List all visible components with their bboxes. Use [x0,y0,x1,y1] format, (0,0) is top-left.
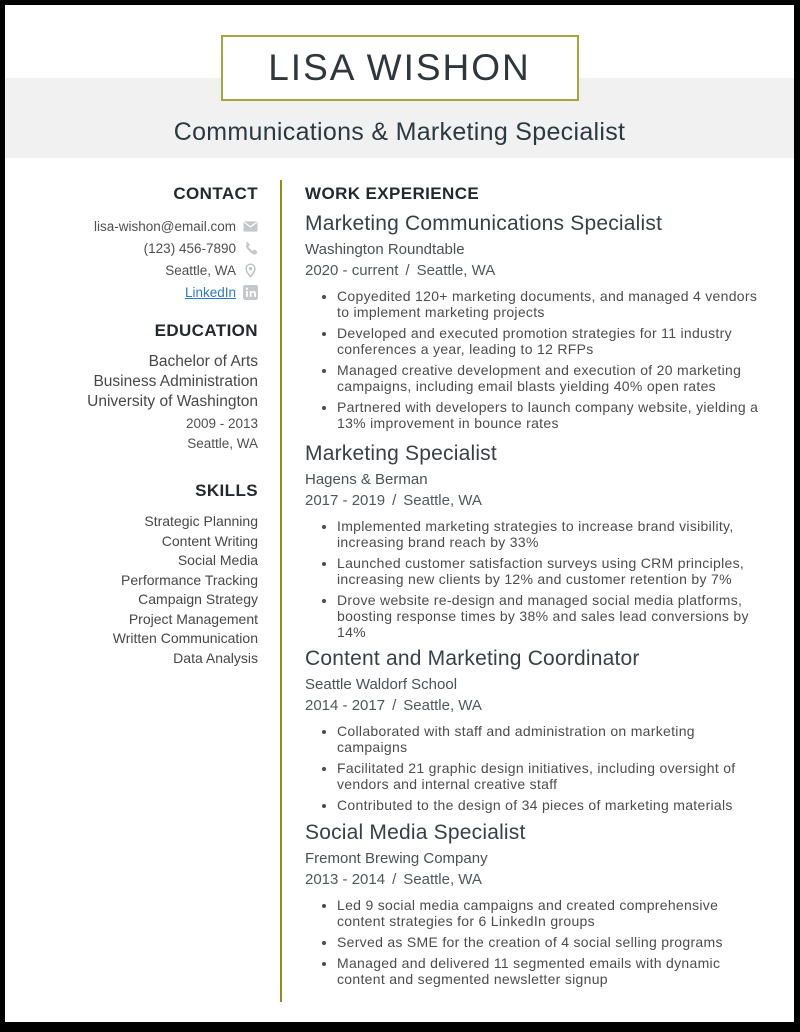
column-divider [280,180,282,1002]
skill-item: Strategic Planning [144,513,258,529]
linkedin-icon [243,285,258,300]
education-school: University of Washington [87,393,258,410]
location-pin-icon [243,263,258,278]
job-dates: 2014 - 2017 [305,697,386,714]
job-bullet-list [305,518,760,640]
contact-heading: CONTACT [173,184,258,203]
job-dates-location [305,869,760,890]
job-bullet: • Managed creative development and execution of 20 marketing campaigns, including email blasts yielding 40% open rates [337,362,760,394]
job-company: Fremont Brewing Company [305,850,488,867]
job-company: Seattle Waldorf School [305,676,458,693]
job-bullet: • Drove website re-design and managed social media platforms, boosting response times by 38% and sales lead conversions by 14% [337,592,760,640]
job-dates: 2013 - 2014 [305,871,386,888]
job-bullet: • Developed and executed promotion strategies for 11 industry conferences a year, leading to 12 RFPs [337,325,760,357]
skill-item: Content Writing [161,532,258,549]
job-dates-location [305,260,760,281]
job-bullet: • Copyedited 120+ marketing documents, and managed 4 vendors to implement marketing projects [337,288,760,320]
job-bullet: • Collaborated with staff and administration on marketing campaigns [337,723,760,755]
skills-section [5,481,258,668]
job-company: Hagens & Berman [305,471,428,488]
education-location: Seattle, WA [187,436,258,451]
contact-location-row [5,259,258,281]
job-entry [305,820,760,992]
job-entry [305,646,760,818]
skill-item: Written Communication [112,630,258,646]
phone-value: (123) 456-7890 [143,240,236,256]
job-dates-location [305,490,760,511]
job-title: Social Media Specialist [305,821,526,844]
job-location: Seattle, WA [403,871,482,888]
contact-linkedin-row [5,281,258,303]
contact-phone-row [5,237,258,259]
skills-heading: SKILLS [195,481,258,500]
job-bullet-list [305,288,760,431]
candidate-name: LISA WISHON [268,47,531,88]
job-dates-location [305,695,760,716]
education-section [5,321,258,454]
job-bullet: • Contributed to the design of 34 pieces of marketing materials [337,797,760,813]
candidate-title: Communications & Marketing Specialist [173,118,626,146]
job-location: Seattle, WA [416,262,496,279]
dates-separator: / [392,492,397,509]
phone-icon [243,241,258,256]
job-location: Seattle, WA [403,697,482,714]
job-bullet-list [305,723,760,813]
job-dates: 2020 - current [305,262,399,279]
work-experience-heading: WORK EXPERIENCE [305,184,480,203]
job-bullet: • Served as SME for the creation of 4 social selling programs [337,934,760,950]
education-degree: Bachelor of Arts [148,353,258,370]
job-bullet: • Managed and delivered 11 segmented emails with dynamic content and segmented newsletter signup [337,955,760,987]
location-value: Seattle, WA [165,262,236,278]
email-icon [243,219,258,234]
education-heading: EDUCATION [154,321,258,340]
skill-item: Social Media [177,552,258,568]
job-entry [305,211,760,436]
job-bullet: • Launched customer satisfaction surveys using CRM principles, increasing new clients by 12% and customer retention by 7% [337,555,760,587]
job-bullet: • Implemented marketing strategies to increase brand visibility, increasing brand reach by 33% [337,518,760,550]
job-title: Content and Marketing Coordinator [305,647,640,670]
job-entry [305,441,760,645]
education-major: Business Administration [93,373,258,390]
name-box [221,35,579,101]
skill-item: Data Analysis [173,649,258,666]
dates-separator: / [405,262,410,279]
contact-section [5,184,258,303]
email-value: lisa-wishon@email.com [94,218,236,234]
skills-list [5,512,258,668]
resume-page [5,5,794,1022]
job-title: Marketing Communications Specialist [305,212,663,235]
job-title: Marketing Specialist [305,442,497,465]
skill-item: Project Management [128,610,258,627]
skill-item: Performance Tracking [121,571,258,588]
education-dates: 2009 - 2013 [185,416,258,431]
job-dates: 2017 - 2019 [305,492,386,509]
linkedin-link[interactable]: LinkedIn [184,284,236,300]
skill-item: Campaign Strategy [138,591,258,607]
job-bullet: • Partnered with developers to launch company website, yielding a 13% improvement in bounce rates [337,399,760,431]
contact-email-row [5,215,258,237]
job-location: Seattle, WA [403,492,482,509]
dates-separator: / [392,697,397,714]
job-company: Washington Roundtable [305,241,465,258]
job-bullet: • Led 9 social media campaigns and created comprehensive content strategies for 6 LinkedIn groups [337,897,760,929]
job-bullet-list [305,897,760,987]
dates-separator: / [392,871,397,888]
job-bullet: • Facilitated 21 graphic design initiatives, including oversight of vendors and internal creative staff [337,760,760,792]
